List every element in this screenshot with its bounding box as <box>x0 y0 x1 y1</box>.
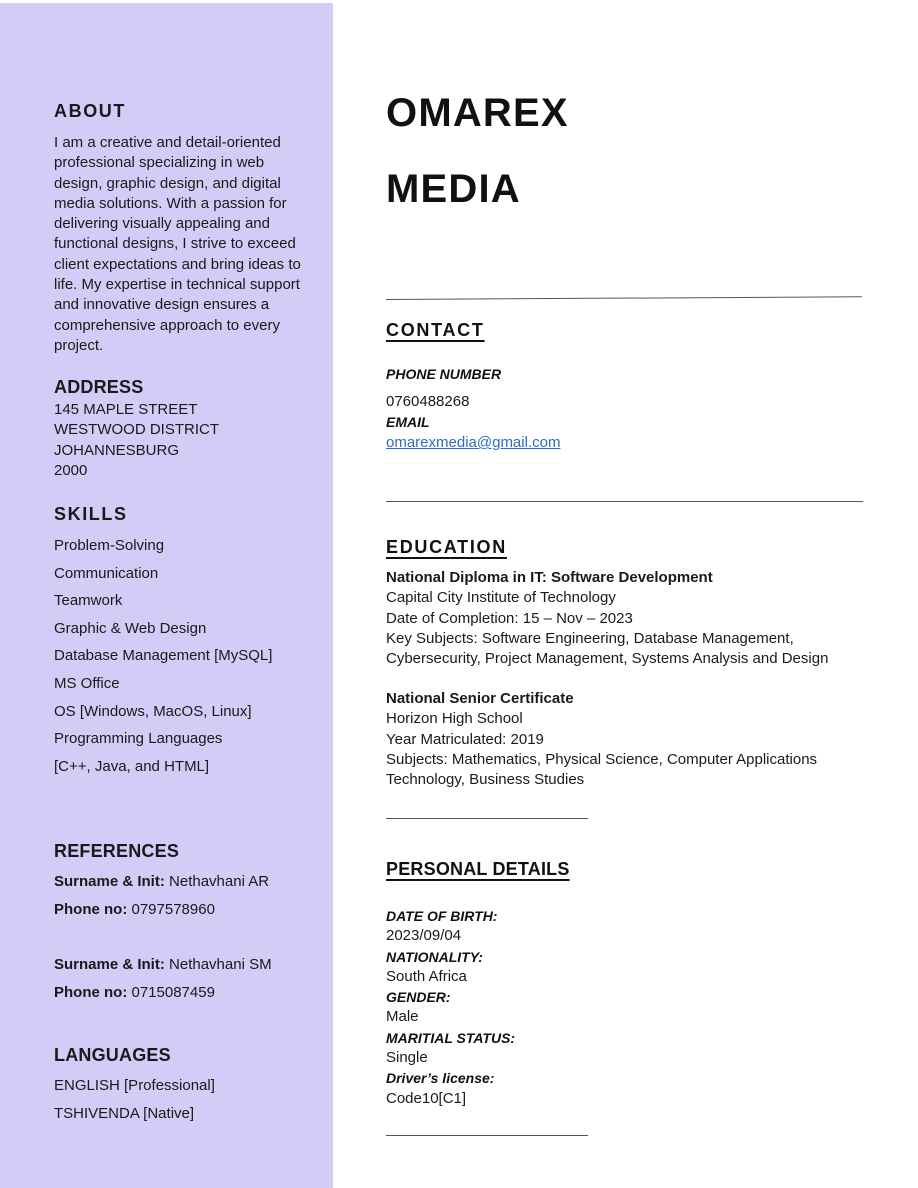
education-line: Horizon High School <box>386 710 523 728</box>
languages-list <box>54 1072 215 1127</box>
address-line: 2000 <box>54 461 88 479</box>
dob-value: 2023/09/04 <box>386 927 462 945</box>
education-entry <box>386 568 828 669</box>
phone-value: 0715087459 <box>131 983 215 1001</box>
education-line: Technology, Business Studies <box>386 771 585 789</box>
skill-item: Communication <box>54 564 159 582</box>
nationality-value: South Africa <box>386 967 467 985</box>
about-line: media solutions. With a passion for <box>54 194 287 212</box>
education-heading: EDUCATION <box>386 537 507 557</box>
address-line: 145 MAPLE STREET <box>54 401 198 418</box>
skill-item: MS Office <box>54 674 120 692</box>
name-line-2: MEDIA <box>386 167 521 211</box>
gender-label: GENDER: <box>386 989 451 1006</box>
reference-surname-row <box>54 951 272 979</box>
marital-status-value: Single <box>386 1049 428 1067</box>
surname-value: Nethavhani SM <box>169 956 272 973</box>
about-line: comprehensive approach to every <box>54 316 280 334</box>
about-line: design, graphic design, and digital <box>54 174 281 192</box>
drivers-license-value: Code10[C1] <box>386 1089 467 1107</box>
dob-label: DATE OF BIRTH: <box>386 908 498 924</box>
personal-details-heading: PERSONAL DETAILS <box>386 859 570 879</box>
address-line: JOHANNESBURG <box>54 441 180 459</box>
phone-value: 0797578960 <box>131 900 215 918</box>
reference-entry <box>54 868 269 923</box>
surname-label: Surname & Init: <box>54 956 165 973</box>
about-heading: ABOUT <box>54 101 126 121</box>
address-heading: ADDRESS <box>54 377 144 397</box>
about-line: project. <box>54 336 104 354</box>
about-line: professional specializing in web <box>54 154 265 172</box>
drivers-license-label: Driver’s license: <box>386 1070 495 1087</box>
reference-phone-row <box>54 896 269 924</box>
divider <box>386 296 862 300</box>
reference-phone-row <box>54 979 272 1007</box>
about-line: client expectations and bring ideas to <box>54 255 301 273</box>
skill-item: Graphic & Web Design <box>54 619 207 637</box>
name-line-1: OMAREX <box>386 91 569 135</box>
education-line: Date of Completion: 15 – Nov – 2023 <box>386 609 633 627</box>
language-item: TSHIVENDA [Native] <box>54 1104 195 1122</box>
phone-label: Phone no: <box>54 983 128 1001</box>
education-line: Year Matriculated: 2019 <box>386 730 544 748</box>
email-link[interactable]: omarexmedia@gmail.com <box>386 434 561 451</box>
skill-item: [C++, Java, and HTML] <box>54 757 210 775</box>
skill-item: Programming Languages <box>54 730 223 748</box>
about-line: delivering visually appealing and <box>54 215 270 233</box>
about-line: I am a creative and detail-oriented <box>54 134 281 151</box>
references-heading: REFERENCES <box>54 841 180 861</box>
skills-heading: SKILLS <box>54 504 128 524</box>
education-line: Cybersecurity, Project Management, Systems Analysis and Design <box>386 650 829 668</box>
phone-number-value: 0760488268 <box>386 393 470 410</box>
education-entry <box>386 689 817 790</box>
nationality-label: NATIONALITY: <box>386 948 483 965</box>
education-title: National Diploma in IT: Software Development <box>386 569 713 586</box>
skill-item: Database Management [MySQL] <box>54 647 273 665</box>
surname-value: Nethavhani AR <box>169 873 270 890</box>
gender-value: Male <box>386 1008 419 1026</box>
about-line: life. My expertise in technical support <box>54 276 300 294</box>
phone-label: Phone no: <box>54 900 128 918</box>
skill-item: Teamwork <box>54 592 123 610</box>
reference-entry <box>54 951 272 1006</box>
languages-heading: LANGUAGES <box>54 1045 171 1065</box>
about-line: and innovative design ensures a <box>54 296 270 314</box>
education-line: Subjects: Mathematics, Physical Science, Computer Applications <box>386 750 818 768</box>
about-text <box>54 133 344 356</box>
address-line: WESTWOOD DISTRICT <box>54 421 219 439</box>
reference-surname-row <box>54 868 269 896</box>
email-label: EMAIL <box>386 414 430 430</box>
skill-item: Problem-Solving <box>54 537 165 554</box>
skill-item: OS [Windows, MacOS, Linux] <box>54 702 252 720</box>
skills-list <box>54 532 272 780</box>
address-block <box>54 400 219 481</box>
phone-number-label: PHONE NUMBER <box>386 366 502 382</box>
education-line: Capital City Institute of Technology <box>386 589 616 607</box>
divider <box>386 501 863 502</box>
personal-details-list <box>386 906 515 1109</box>
education-title: National Senior Certificate <box>386 690 574 707</box>
surname-label: Surname & Init: <box>54 873 165 890</box>
about-line: functional designs, I strive to exceed <box>54 235 296 253</box>
marital-status-label: MARITIAL STATUS: <box>386 1029 516 1046</box>
education-line: Key Subjects: Software Engineering, Database Management, <box>386 629 794 647</box>
divider <box>386 818 588 819</box>
language-item: ENGLISH [Professional] <box>54 1077 215 1094</box>
contact-heading: CONTACT <box>386 320 485 340</box>
divider <box>386 1135 588 1136</box>
